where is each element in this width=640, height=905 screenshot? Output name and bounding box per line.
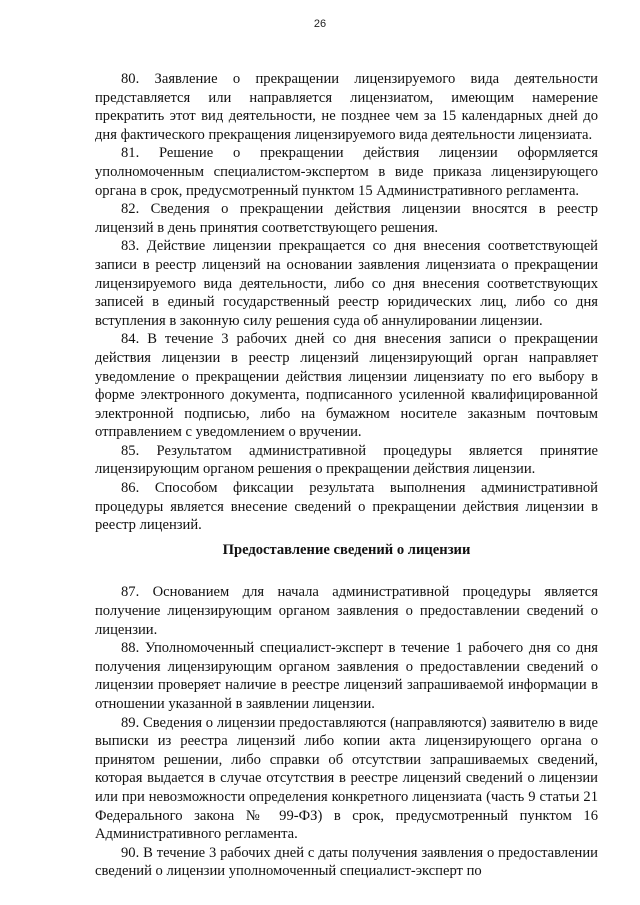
paragraph-81: 81. Решение о прекращении действия лицензии оформляется уполномоченным специалистом-экспертом в виде приказа лицензирующего органа в срок, предусмотренный пунктом 15 Административного регламента. bbox=[95, 145, 598, 199]
paragraph-88: 88. Уполномоченный специалист-эксперт в течение 1 рабочего дня со дня получения лицензирующим органом заявления о предоставлении сведений о лицензии проверяет наличие в реестре лицензий запрашиваемой информации в отношении указанной в заявлении лицензии. bbox=[95, 640, 598, 712]
paragraph-86: 86. Способом фиксации результата выполнения административной процедуры является внесение сведений о прекращении действия лицензии в реестр лицензий. bbox=[95, 480, 598, 534]
paragraph-84: 84. В течение 3 рабочих дней со дня внесения записи о прекращении действия лицензии в реестр лицензий лицензирующий орган направляет уведомление о прекращении действия лицензии лицензиату по его выбору в форме электронного документа, подписанного усиленной квалифицированной электронной подписью, либо на бумажном носителе заказным почтовым отправлением с уведомлением о вручении. bbox=[95, 331, 598, 441]
paragraph-85: 85. Результатом административной процедуры является принятие лицензирующим органом решения о прекращении действия лицензии. bbox=[95, 442, 598, 478]
page-number: 26 bbox=[313, 18, 327, 30]
section-heading: Предоставление сведений о лицензии bbox=[222, 541, 471, 558]
paragraph-87: 87. Основанием для начала административной процедуры является получение лицензирующим органом заявления о предоставлении сведений о лицензии. bbox=[95, 584, 598, 638]
paragraph-80: 80. Заявление о прекращении лицензируемого вида деятельности представляется или направляется лицензиатом, имеющим намерение прекратить этот вид деятельности, не позднее чем за 15 календарных дней до дня фактического прекращения лицензируемого вида деятельности лицензиата. bbox=[95, 71, 598, 143]
paragraph-82: 82. Сведения о прекращении действия лицензии вносятся в реестр лицензий в день принятия соответствующего решения. bbox=[95, 201, 598, 236]
document-body bbox=[95, 70, 598, 881]
paragraph-90: 90. В течение 3 рабочих дней с даты получения заявления о предоставлении сведений о лицензии уполномоченный специалист-эксперт по bbox=[95, 844, 598, 880]
paragraph-89: 89. Сведения о лицензии предоставляются (направляются) заявителю в виде выписки из реестра лицензий либо копии акта лицензирующего органа о принятом решении, либо справки об отсутствии запрашиваемых сведений, которая выдается в случае отсутствия в реестре лицензий сведений о лицензии или при невозможности определения конкретного лицензиата (часть 9 статьи 21 Федерального закона № 99-ФЗ) в срок, предусмотренный пунктом 16 Административного регламента. bbox=[95, 714, 598, 843]
paragraph-83: 83. Действие лицензии прекращается со дня внесения соответствующей записи в реестр лицензий на основании заявления лицензиата о прекращении лицензируемого вида деятельности, либо со дня внесения соответствующих записей в единый государственный реестр юридических лиц, либо со дня вступления в законную силу решения суда об аннулировании лицензии. bbox=[95, 238, 598, 329]
